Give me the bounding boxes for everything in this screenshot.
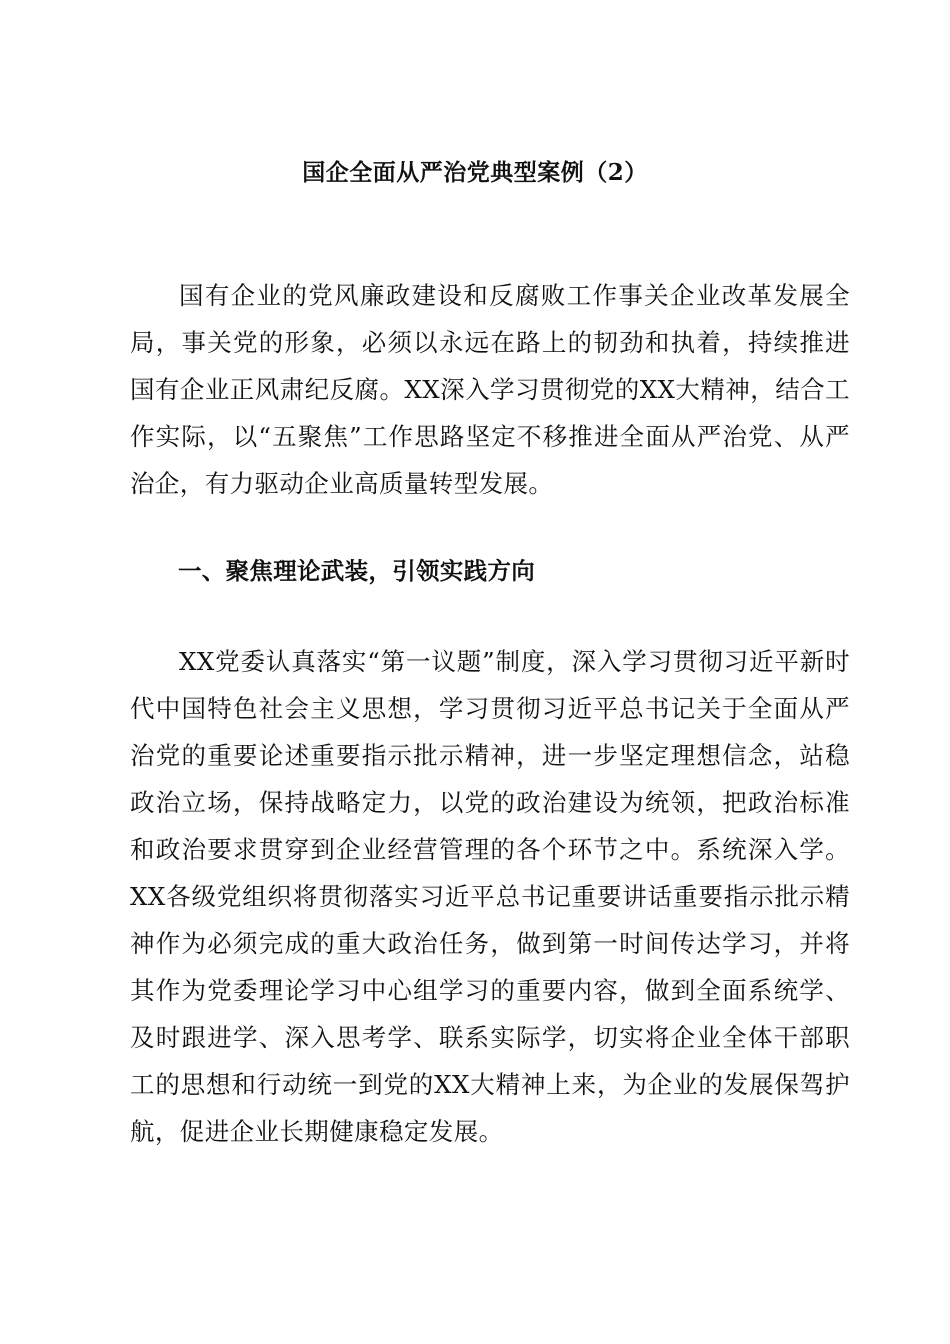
section-heading: 一、聚焦理论武装，引领实践方向 xyxy=(178,557,535,585)
section-body-paragraph: XX党委认真落实“第一议题”制度，深入学习贯彻习近平新时代中国特色社会主义思想，学习贯彻习近平总书记关于全面从严治党的重要论述重要指示批示精神，进一步坚定理想信念，站稳政治立场，保持战略定力，以党的政治建设为统领，把政治标准和政治要求贯穿到企业经营管理的各个环节之中。系统深入学。XX各级党组织将贯彻落实习近平总书记重要讲话重要指示批示精神作为必须完成的重大政治任务，做到第一时间传达学习，并将其作为党委理论学习中心组学习的重要内容，做到全面系统学、及时跟进学、深入思考学、联系实际学，切实将企业全体干部职工的思想和行动统一到党的XX大精神上来，为企业的发展保驾护航，促进企业长期健康稳定发展。 xyxy=(130,647,850,1146)
intro-paragraph: 国有企业的党风廉政建设和反腐败工作事关企业改革发展全局，事关党的形象，必须以永远在路上的韧劲和执着，持续推进国有企业正风肃纪反腐。XX深入学习贯彻党的XX大精神，结合工作实际，以“五聚焦”工作思路坚定不移推进全面从严治党、从严治企，有力驱动企业高质量转型发展。 xyxy=(130,281,850,498)
document-title: 国企全面从严治党典型案例（2） xyxy=(302,159,648,186)
